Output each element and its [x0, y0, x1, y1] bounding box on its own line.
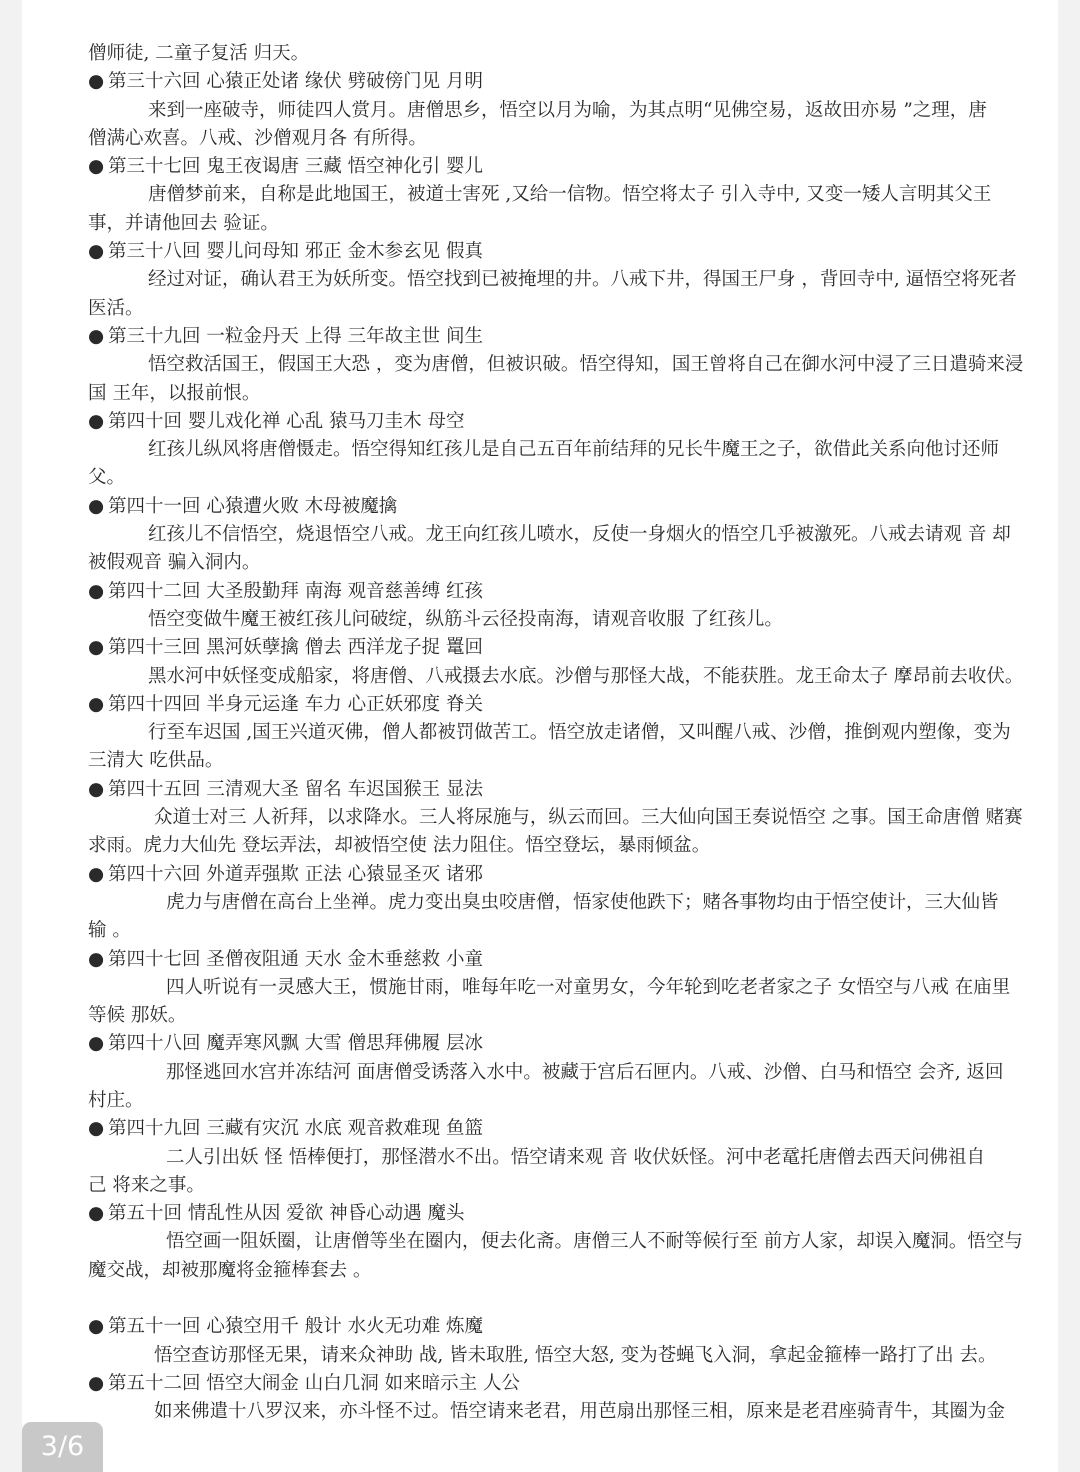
chapter-summary-line: 己 将来之事。 — [88, 1174, 205, 1196]
chapter-summary-line: 行至车迟国 ,国王兴道灭佛，僧人都被罚做苦工。悟空放走诸僧，又叫醒八戒、沙僧，推倒观内塑像，变为 — [148, 722, 1011, 744]
chapter-heading: ● 第三十八回 婴儿问母知 邪正 金木参玄见 假真 — [88, 238, 1038, 266]
chapter-heading: ● 第四十七回 圣僧夜阻通 天水 金木垂慈救 小童 — [88, 946, 1038, 974]
bullet-icon: ● — [88, 1033, 105, 1055]
chapter-summary-line: 村庄。 — [88, 1089, 144, 1111]
chapter-heading: ● 第四十回 婴儿戏化禅 心乱 猿马刀圭木 母空 — [88, 408, 1038, 436]
chapter-heading: ● 第四十一回 心猿遭火败 木母被魔擒 — [88, 493, 1038, 521]
chapter-summary-line: 医活。 — [88, 297, 144, 319]
chapter-summary-line: 悟空画一阻妖圈，让唐僧等坐在圈内，便去化斋。唐僧三人不耐等候行至 前方人家，却误入魔洞。悟空与 — [166, 1231, 1023, 1253]
chapter-summary-line: 悟空变做牛魔王被红孩儿问破绽，纵筋斗云径投南海，请观音收服 了红孩儿。 — [148, 608, 783, 630]
chapter-heading: ● 第三十七回 鬼王夜谒唐 三藏 悟空神化引 婴儿 — [88, 153, 1038, 181]
chapter-summary-line: 红孩儿纵风将唐僧慑走。悟空得知红孩儿是自己五百年前结拜的兄长牛魔王之子，欲借此关系向他讨还师 — [148, 439, 1000, 461]
chapter-heading: ● 第五十二回 悟空大闹金 山白几洞 如来暗示主 人公 — [88, 1370, 1038, 1398]
chapter-heading: ● 第三十六回 心猿正处诸 缘伏 劈破傍门见 月明 — [88, 68, 1038, 96]
bullet-icon: ● — [88, 1372, 105, 1394]
page-indicator: 3/6 — [22, 1422, 103, 1472]
bullet-icon: ● — [88, 325, 105, 347]
chapter-summary-line: 唐僧梦前来，自称是此地国王，被道士害死 ,又给一信物。悟空将太子 引入寺中, 又变一矮人言明其父王 — [148, 184, 992, 206]
chapter-summary-line: 众道士对三 人祈拜，以求降水。三人将尿施与，纵云而回。三大仙向国王奏说悟空 之事。国王命唐僧 赌赛 — [154, 807, 1023, 829]
document-page — [22, 0, 1058, 1472]
chapter-summary-line: 四人听说有一灵感大王，惯施甘雨，唯每年吃一对童男女，今年轮到吃老者家之子 女悟空与八戒 在庙里 — [166, 976, 1011, 998]
chapter-summary-line: 事，并请他回去 验证。 — [88, 212, 279, 234]
chapter-summary-line: 悟空救活国王，假国王大恐 ，变为唐僧，但被识破。悟空得知，国王曾将自己在御水河中浸了三日遣骑来浸 — [148, 354, 1024, 376]
chapter-summary-line: 求雨。虎力大仙先 登坛弄法，却被悟空使 法力阻住。悟空登坛，暴雨倾盆。 — [88, 835, 711, 857]
chapter-summary-line: 输 。 — [88, 920, 131, 942]
bullet-icon: ● — [88, 863, 105, 885]
chapter-heading: ● 第四十六回 外道弄强欺 正法 心猿显圣灭 诸邪 — [88, 861, 1038, 889]
chapter-summary-line: 被假观音 骗入洞内。 — [88, 552, 261, 574]
bullet-icon: ● — [88, 948, 105, 970]
bullet-icon: ● — [88, 580, 105, 602]
chapter-summary-line: 父。 — [88, 467, 126, 489]
bullet-icon: ● — [88, 778, 105, 800]
continuation-line: 僧师徒, 二童子复活 归天。 — [88, 43, 310, 64]
chapter-summary-line: 经过对证，确认君王为妖所变。悟空找到已被掩埋的井。八戒下井，得国王尸身 ，背回寺中, 逼悟空将死者 — [148, 269, 1017, 291]
chapter-summary-line: 三清大 吃供品。 — [88, 750, 224, 772]
bullet-icon: ● — [88, 1316, 105, 1338]
chapter-summary-line: 来到一座破寺，师徒四人赏月。唐僧思乡，悟空以月为喻，为其点明“见佛空易，返故田亦易 ”之理，唐 — [148, 99, 987, 121]
chapter-summary-line: 魔交战，却被那魔将金箍棒套去 。 — [88, 1259, 372, 1281]
bullet-icon: ● — [88, 637, 105, 659]
chapter-summary-line: 黑水河中妖怪变成船家，将唐僧、八戒摄去水底。沙僧与那怪大战，不能获胜。龙王命太子 摩昂前去收伏。 — [148, 665, 1024, 687]
chapter-summary-line: 红孩儿不信悟空，烧退悟空八戒。龙王向红孩儿喷水，反使一身烟火的悟空几乎被激死。八戒去请观 音 却 — [148, 524, 1011, 546]
chapter-summary-line: 国 王年，以报前恨。 — [88, 382, 261, 404]
chapter-summary-line: 虎力与唐僧在高台上坐禅。虎力变出臭虫咬唐僧，悟家使他跌下；赌各事物均由于悟空使计，三大仙皆 — [166, 891, 999, 913]
chapter-summary-line: 如来佛遣十八罗汉来，亦斗怪不过。悟空请来老君，用芭扇出那怪三相，原来是老君座骑青牛，其圈为金 — [154, 1401, 1006, 1423]
chapter-heading: ● 第四十三回 黑河妖孽擒 僧去 西洋龙子捉 鼍回 — [88, 634, 1038, 662]
chapter-heading: ● 第五十回 情乱性从因 爱欲 神昏心动遇 魔头 — [88, 1200, 1038, 1228]
bullet-icon: ● — [88, 71, 105, 93]
chapter-summary-line: 等候 那妖。 — [88, 1005, 187, 1027]
bullet-icon: ● — [88, 410, 105, 432]
chapter-summary-line: 那怪逃回水宫并冻结河 面唐僧受诱落入水中。被藏于宫后石匣内。八戒、沙僧、白马和悟空 会齐, 返回 — [166, 1061, 1004, 1083]
chapter-heading: ● 第四十八回 魔弄寒风飘 大雪 僧思拜佛履 层冰 — [88, 1030, 1038, 1058]
chapter-summary-line: 悟空查访那怪无果，请来众神助 战, 皆未取胜, 悟空大怒, 变为苍蝇飞入洞，拿起金箍棒一路打了出 去。 — [154, 1344, 997, 1366]
bullet-icon: ● — [88, 693, 105, 715]
chapter-heading: ● 第四十五回 三清观大圣 留名 车迟国猴王 显法 — [88, 776, 1038, 804]
chapter-heading: ● 第五十一回 心猿空用千 般计 水火无功难 炼魔 — [88, 1313, 1038, 1341]
chapter-summary-line: 二人引出妖 怪 悟棒便打，那怪潜水不出。悟空请来观 音 收伏妖怪。河中老鼋托唐僧去西天问佛祖自 — [166, 1146, 986, 1168]
chapter-heading: ● 第四十四回 半身元运逢 车力 心正妖邪度 脊关 — [88, 691, 1038, 719]
chapter-heading: ● 第三十九回 一粒金丹天 上得 三年故主世 间生 — [88, 323, 1038, 351]
document-content — [88, 40, 1038, 1427]
chapter-heading: ● 第四十九回 三藏有灾沉 水底 观音救难现 鱼篮 — [88, 1115, 1038, 1143]
bullet-icon: ● — [88, 156, 105, 178]
blank-line — [88, 1285, 1038, 1313]
bullet-icon: ● — [88, 495, 105, 517]
chapter-heading: ● 第四十二回 大圣殷勤拜 南海 观音慈善缚 红孩 — [88, 578, 1038, 606]
bullet-icon: ● — [88, 1203, 105, 1225]
bullet-icon: ● — [88, 241, 105, 263]
bullet-icon: ● — [88, 1118, 105, 1140]
chapter-summary-line: 僧满心欢喜。八戒、沙僧观月各 有所得。 — [88, 127, 427, 149]
